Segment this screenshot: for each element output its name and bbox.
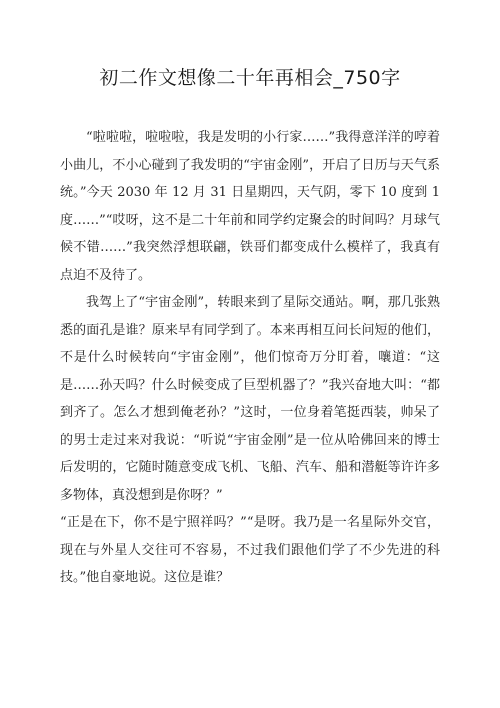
article-body — [60, 124, 440, 592]
page-title: 初二作文想像二十年再相会_750字 — [99, 67, 401, 89]
paragraph-2: 我驾上了“宇宙金刚”，转眼来到了星际交通站。啊，那几张熟悉的面孔是谁？原来早有同学到了。本来再相互问长问短的他们，不是什么时候转向“宇宙金刚”，他们惊奇万分盯着，嚷道：“这是……孙天吗？什么时候变成了巨型机器了？”我兴奋地大叫：“都到齐了。怎么才想到俺老孙？”这时，一位身着笔挺西装，帅呆了的男士走过来对我说：“听说“宇宙金刚”是一位从哈佛回来的博士后发明的，它随时随意变成飞机、飞船、汽车、船和潜艇等许许多多物体，真没想到是你呀？” — [60, 295, 440, 503]
paragraph-3: “正是在下，你不是宁照祥吗？”“是呀。我乃是一名星际外交官，现在与外星人交往可不容易，不过我们跟他们学了不少先进的科技。”他自豪地说。这位是谁？ — [60, 515, 440, 585]
paragraph-1: “啦啦啦，啦啦啦，我是发明的小行家……”我得意洋洋的哼着小曲儿，不小心碰到了我发明的“宇宙金刚”，开启了日历与天气系统。”今天 2030 年 12 月 31 日星期四，天气阴，零下 10 度到 1 度……”“哎呀，这不是二十年前和同学约定聚会的时间吗？月球气候不错……”我突然浮想联翩，铁哥们都变成什么模样了，我真有点迫不及待了。 — [60, 130, 440, 283]
